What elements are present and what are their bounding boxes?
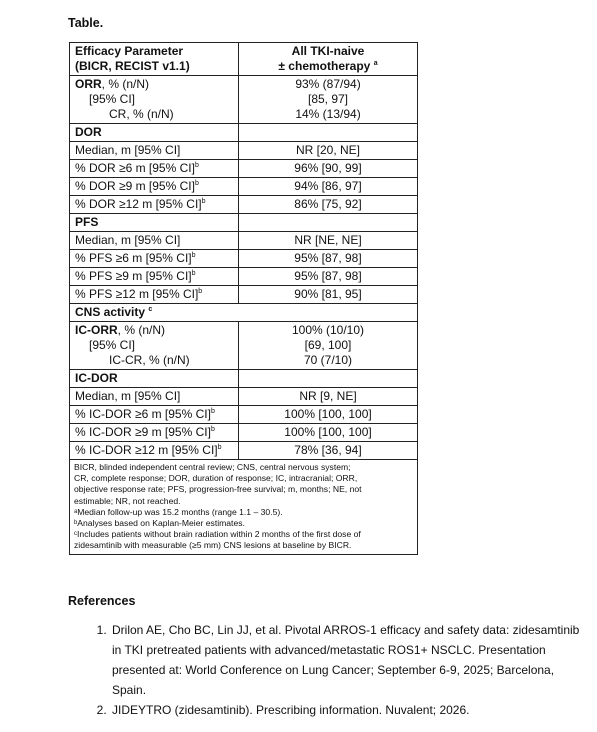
table-title: Table. [68, 16, 104, 30]
table-row: % DOR ≥9 m [95% CI]$^b$ 94% [86, 97] [70, 178, 418, 196]
table-row: % DOR ≥12 m [95% CI]$^b$ 86% [75, 92] [70, 196, 418, 214]
table-row: % DOR ≥6 m [95% CI]$^b$ 96% [90, 99] [70, 160, 418, 178]
efficacy-table [69, 42, 418, 555]
list-item: 1. Drilon AE, Cho BC, Lin JJ, et al. Pivotal ARROS-1 efficacy and safety data: zidesamtinib in TKI pretreated patients with advanced/metastatic ROS1+ NSCLC. Presentation presented at: World Conference on Lung Cancer; September 6-9, 2025; Barcelona, Spain. [110, 620, 590, 700]
header-efficacy-parameter: Efficacy Parameter (BICR, RECIST v1.1) [70, 43, 239, 76]
table-row: % PFS ≥12 m [95% CI]$^b$ 90% [81, 95] [70, 286, 418, 304]
orr-label: ORR, % (n/N) [95% CI] CR, % (n/N) [70, 76, 239, 124]
orr-row [70, 76, 418, 124]
table-row: % PFS ≥9 m [95% CI]$^b$ 95% [87, 98] [70, 268, 418, 286]
list-item: 2. JIDEYTRO (zidesamtinib). Prescribing information. Nuvalent; 2026. [110, 700, 590, 720]
orr-values: 93% (87/94) [85, 97] 14% (13/94) [239, 76, 418, 124]
table-row: % IC-DOR ≥6 m [95% CI]$^b$ 100% [100, 100] [70, 406, 418, 424]
table-row: % PFS ≥6 m [95% CI]$^b$ 95% [87, 98] [70, 250, 418, 268]
table-row: % IC-DOR ≥9 m [95% CI]$^b$ 100% [100, 100] [70, 424, 418, 442]
table-row: % IC-DOR ≥12 m [95% CI]$^b$ 78% [36, 94] [70, 442, 418, 460]
ic-dor-section-heading: IC-DOR [70, 370, 418, 388]
table-row: Median, m [95% CI] NR [9, NE] [70, 388, 418, 406]
ic-orr-row: IC-ORR, % (n/N) [95% CI] IC-CR, % (n/N) 100% (10/10) [69, 100] 70 (7/10) [70, 322, 418, 370]
cns-section-heading: CNS activity $^c$ [70, 304, 418, 322]
table-row: Median, m [95% CI] NR [NE, NE] [70, 232, 418, 250]
references-list [84, 620, 590, 720]
table-header-row [70, 43, 418, 76]
table-row: Median, m [95% CI] NR [20, NE] [70, 142, 418, 160]
references-heading: References [68, 594, 136, 608]
header-population: All TKI-naive ± chemotherapy $^a$ [239, 43, 418, 76]
pfs-section-heading: PFS [70, 214, 418, 232]
dor-section-heading: DOR [70, 124, 418, 142]
table-footnotes: BICR, blinded independent central review; CNS, central nervous system; CR, complete response; DOR, duration of response; IC, intracranial; ORR, objective response rate; PFS, progression-free survival; m, months; NE, not estimable; NR, not reached. ᵃMedian follow-up was 15.2 months (range 1.1 – 30.5). ᵇAnalyses based on Kaplan-Meier estimates. ᶜIncludes patients without brain radiation within 2 months of the first dose of zidesamtinib with measurable (≥5 mm) CNS lesions at baseline by BICR. [70, 460, 418, 555]
